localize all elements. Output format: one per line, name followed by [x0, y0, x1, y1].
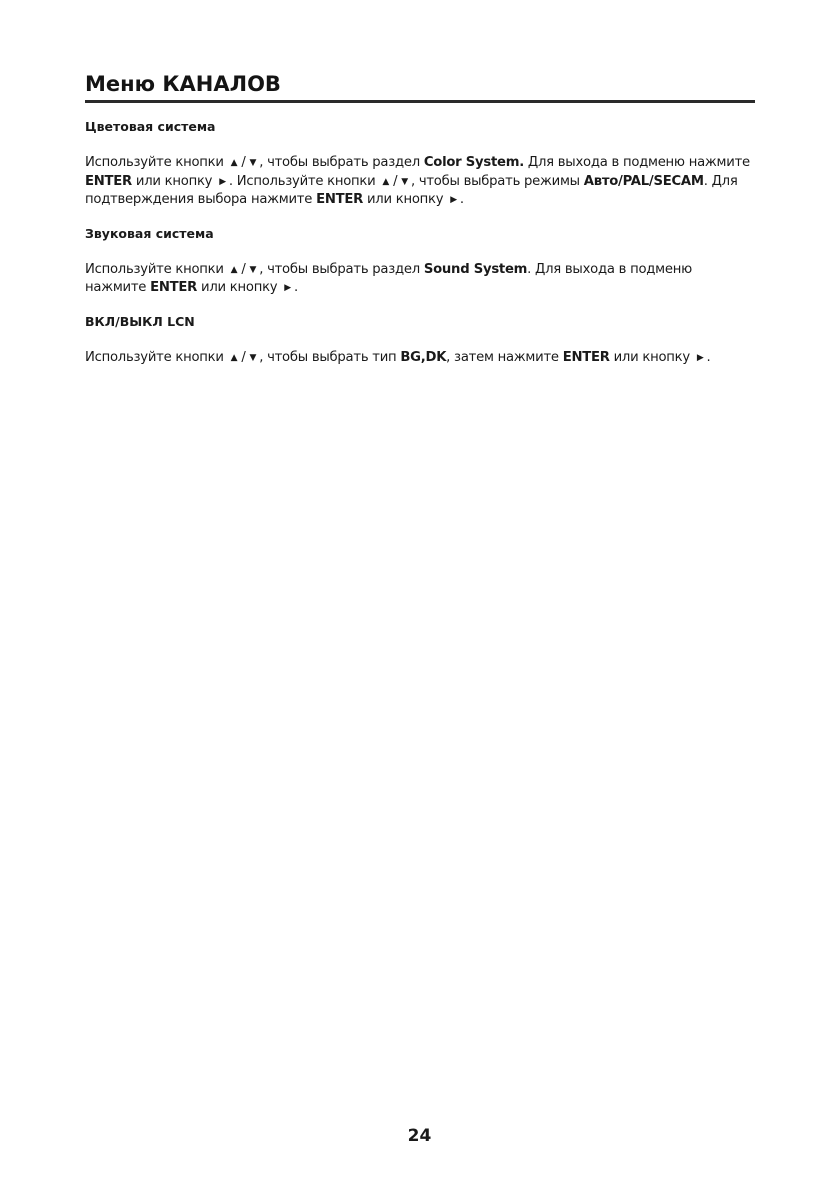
arrow-up-icon: ▲: [230, 158, 238, 168]
arrow-right-icon: ▶: [450, 195, 457, 205]
bg-dk-term: BG,DK: [400, 349, 447, 365]
arrow-up-icon: ▲: [230, 352, 238, 363]
text-fragment: нажмите: [85, 280, 147, 295]
text-fragment: , чтобы выбрать тип: [259, 349, 397, 365]
text-fragment: , чтобы выбрать режимы: [410, 173, 580, 189]
color-system-paragraph: [85, 154, 755, 210]
slash-separator: /: [393, 173, 398, 189]
title-underline: [85, 100, 755, 103]
sound-system-line-2: [85, 279, 755, 298]
text-fragment: . Для выхода в подменю: [527, 261, 692, 277]
modes-term: Авто/PAL/SECAM: [583, 173, 704, 189]
text-fragment: , чтобы выбрать раздел: [259, 155, 420, 170]
color-system-line-2: [85, 173, 755, 192]
color-system-heading: Цветовая система: [85, 119, 216, 134]
text-fragment: или кнопку: [366, 192, 444, 207]
enter-key-term: ENTER: [316, 192, 364, 207]
text-fragment: или кнопку: [201, 280, 278, 295]
slash-separator: /: [241, 155, 246, 170]
text-fragment: Для выхода в подменю нажмите: [527, 155, 750, 170]
text-fragment: .: [459, 192, 464, 207]
text-fragment: , чтобы выбрать раздел: [259, 261, 420, 277]
text-fragment: Используйте кнопки: [85, 261, 224, 277]
slash-separator: /: [241, 261, 246, 277]
text-fragment: . Для: [703, 173, 738, 189]
manual-page: [85, 70, 755, 367]
arrow-down-icon: ▼: [401, 176, 408, 187]
page-number: 24: [407, 1126, 432, 1146]
color-system-line-1: [85, 154, 755, 173]
color-system-term: Color System.: [423, 155, 524, 170]
lcn-paragraph: [85, 349, 755, 368]
text-fragment: подтверждения выбора нажмите: [85, 192, 313, 207]
arrow-right-icon: ▶: [219, 176, 226, 187]
color-system-line-3: [85, 191, 755, 210]
enter-key-term: ENTER: [562, 349, 610, 365]
sound-system-heading: Звуковая система: [85, 225, 214, 241]
text-fragment: или кнопку: [613, 349, 690, 365]
arrow-right-icon: ▶: [284, 283, 291, 293]
arrow-up-icon: ▲: [382, 176, 390, 187]
page-title: Меню КАНАЛОВ: [85, 72, 281, 96]
text-fragment: Используйте кнопки: [85, 155, 224, 170]
text-fragment: .: [706, 349, 711, 365]
lcn-heading: ВКЛ/ВЫКЛ LCN: [85, 313, 195, 329]
lcn-line-1: [85, 349, 755, 368]
sound-system-paragraph: [85, 261, 755, 298]
text-fragment: , затем нажмите: [446, 349, 559, 365]
arrow-down-icon: ▼: [249, 264, 257, 275]
slash-separator: /: [241, 349, 246, 365]
text-fragment: Используйте кнопки: [85, 349, 224, 365]
text-fragment: .: [293, 280, 298, 295]
enter-key-term: ENTER: [85, 173, 132, 189]
arrow-down-icon: ▼: [249, 158, 257, 168]
arrow-up-icon: ▲: [230, 264, 238, 275]
arrow-down-icon: ▼: [249, 352, 257, 363]
sound-system-term: Sound System: [423, 261, 528, 277]
arrow-right-icon: ▶: [696, 352, 704, 363]
text-fragment: . Используйте кнопки: [228, 173, 376, 189]
sound-system-line-1: [85, 261, 755, 280]
enter-key-term: ENTER: [150, 280, 198, 295]
text-fragment: или кнопку: [135, 173, 213, 189]
